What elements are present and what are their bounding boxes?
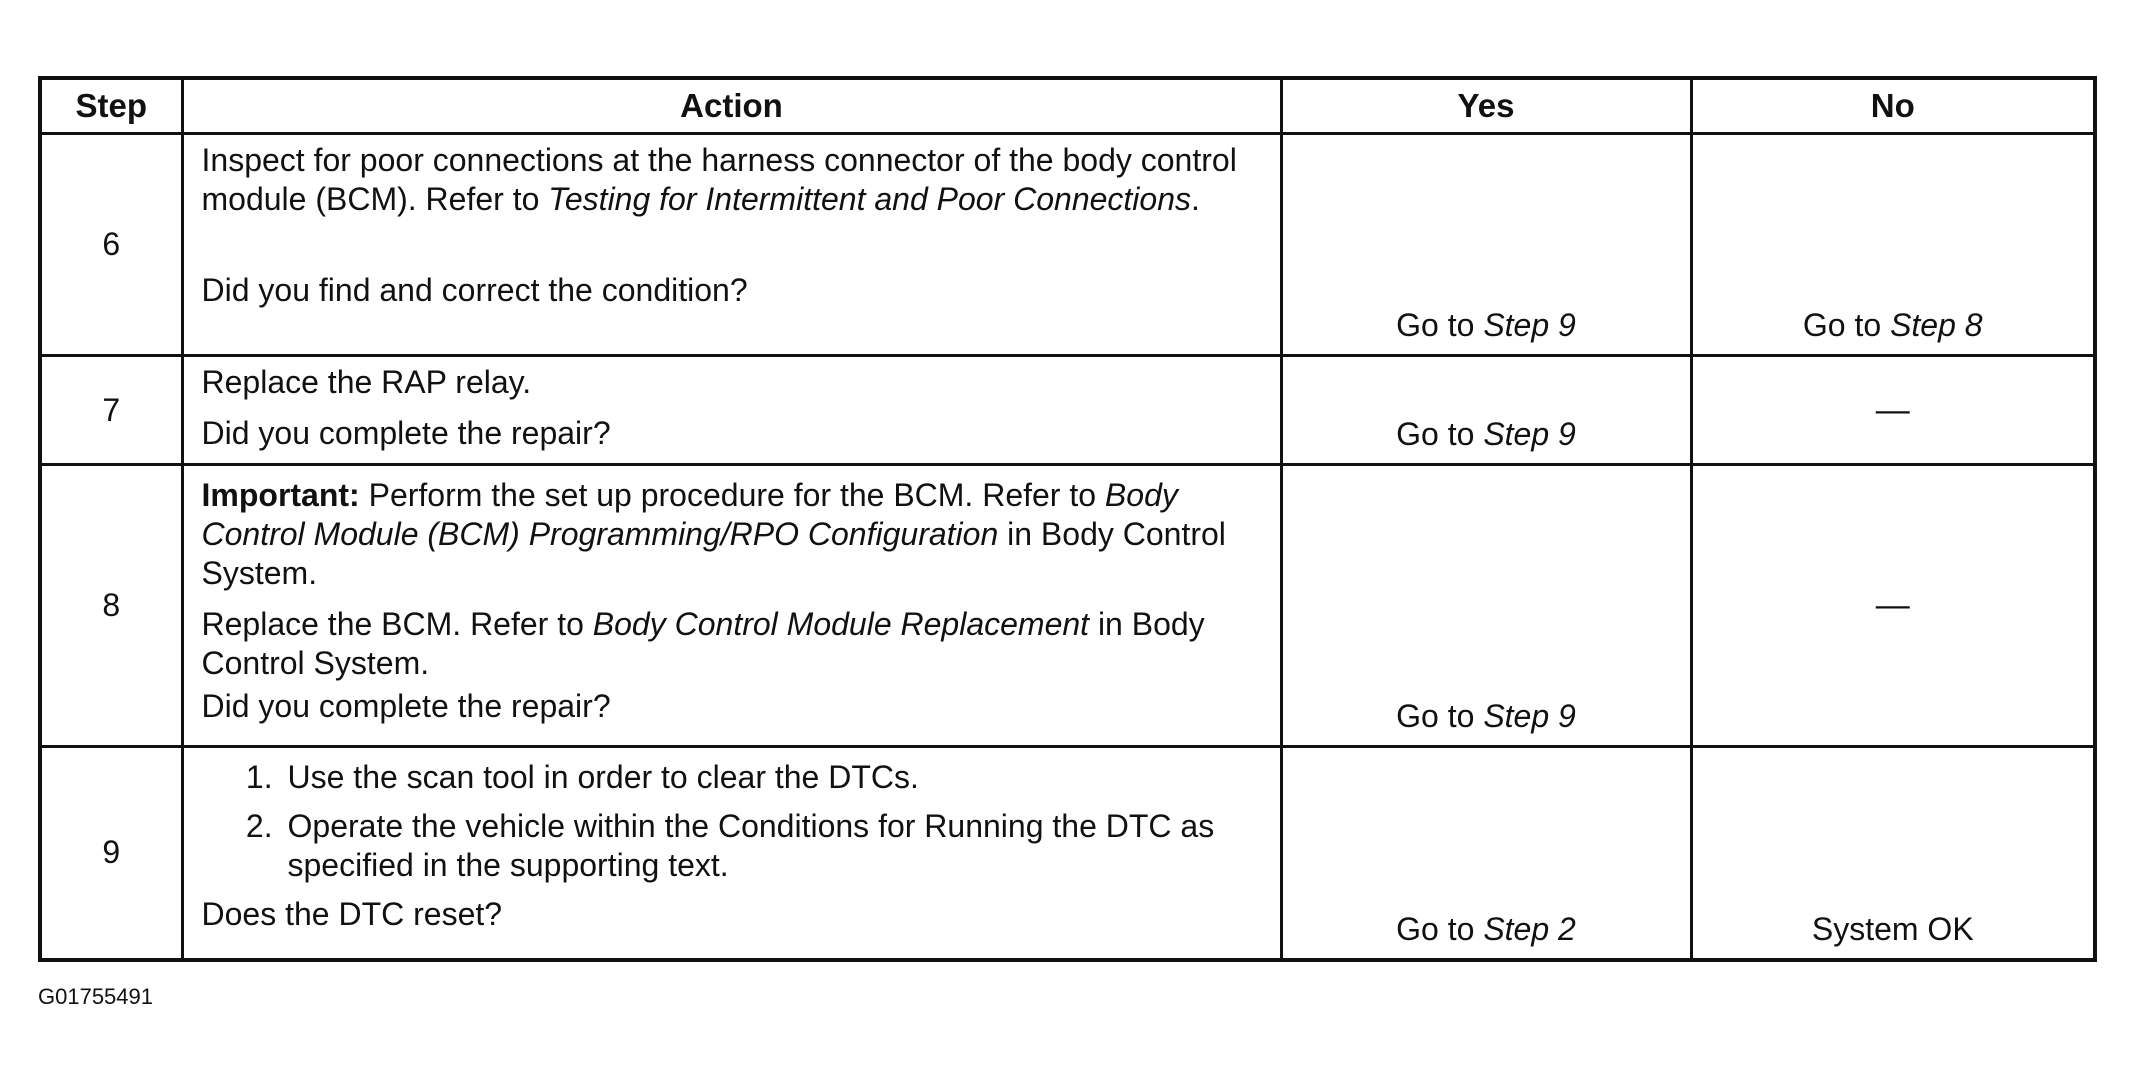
action-instruction bbox=[202, 605, 1262, 683]
no-cell: — bbox=[1691, 465, 2095, 747]
yes-step-link: Step 2 bbox=[1483, 910, 1576, 947]
yes-cell bbox=[1281, 356, 1691, 465]
important-text-end: in Body Control System. bbox=[201, 516, 1226, 591]
action-cell bbox=[182, 465, 1281, 747]
important-reference: Body Control Module (BCM) Programming/RPO Configuration bbox=[201, 477, 1178, 552]
action-question: Did you complete the repair? bbox=[201, 688, 611, 724]
action-text-end: . bbox=[1191, 181, 1200, 217]
header-action: Action bbox=[182, 78, 1281, 134]
figure-id: G01755491 bbox=[38, 984, 153, 1009]
table-row-step-6 bbox=[40, 134, 2095, 356]
step-number: 8 bbox=[40, 465, 182, 747]
important-note bbox=[202, 476, 1262, 593]
step-number: 6 bbox=[40, 134, 182, 356]
no-step-link: Step 8 bbox=[1890, 307, 1983, 343]
action-text: Replace the BCM. Refer to bbox=[201, 606, 593, 642]
action-instruction: Replace the RAP relay. bbox=[201, 364, 532, 400]
yes-step-link: Step 9 bbox=[1483, 698, 1576, 734]
action-cell bbox=[182, 134, 1281, 356]
header-row bbox=[40, 78, 2095, 134]
header-step: Step bbox=[40, 78, 182, 134]
no-cell bbox=[1691, 134, 2095, 356]
yes-step-link: Step 9 bbox=[1483, 307, 1576, 343]
yes-text: Go to bbox=[1396, 416, 1484, 452]
table-row-step-8 bbox=[40, 465, 2095, 747]
yes-cell bbox=[1281, 747, 1691, 960]
action-cell bbox=[182, 356, 1281, 465]
important-text: Perform the set up procedure for the BCM. Refer to bbox=[359, 477, 1105, 513]
action-question: Does the DTC reset? bbox=[201, 896, 503, 932]
action-question: Did you find and correct the condition? bbox=[201, 272, 748, 308]
step-number: 7 bbox=[40, 356, 182, 465]
action-text: Inspect for poor connections at the harness connector of the body control module (BCM). Refer to bbox=[201, 142, 1237, 217]
step-number: 9 bbox=[40, 747, 182, 960]
table-row-step-9 bbox=[40, 747, 2095, 960]
header-no: No bbox=[1691, 78, 2095, 134]
yes-text: Go to bbox=[1396, 698, 1484, 734]
no-cell: System OK bbox=[1691, 747, 2095, 960]
diagnostic-table bbox=[38, 76, 2097, 962]
list-item: 2. Operate the vehicle within the Conditions for Running the DTC as specified in the supporting text. bbox=[282, 807, 1262, 885]
yes-text: Go to bbox=[1396, 307, 1484, 343]
table-row-step-7 bbox=[40, 356, 2095, 465]
action-reference: Body Control Module Replacement bbox=[592, 606, 1090, 642]
action-text-end: in Body Control System. bbox=[201, 606, 1205, 681]
yes-text: Go to bbox=[1396, 910, 1484, 947]
action-step-list bbox=[202, 758, 1262, 885]
header-yes: Yes bbox=[1281, 78, 1691, 134]
no-text: Go to bbox=[1802, 307, 1891, 343]
action-question: Did you complete the repair? bbox=[201, 415, 611, 451]
no-cell: — bbox=[1691, 356, 2095, 465]
yes-cell bbox=[1281, 134, 1691, 356]
action-instruction bbox=[202, 141, 1262, 219]
list-item: 1. Use the scan tool in order to clear the DTCs. bbox=[282, 758, 1262, 797]
action-cell bbox=[182, 747, 1281, 960]
yes-cell bbox=[1281, 465, 1691, 747]
important-label: Important: bbox=[201, 477, 360, 513]
yes-step-link: Step 9 bbox=[1483, 416, 1576, 452]
action-reference: Testing for Intermittent and Poor Connections bbox=[548, 181, 1191, 217]
